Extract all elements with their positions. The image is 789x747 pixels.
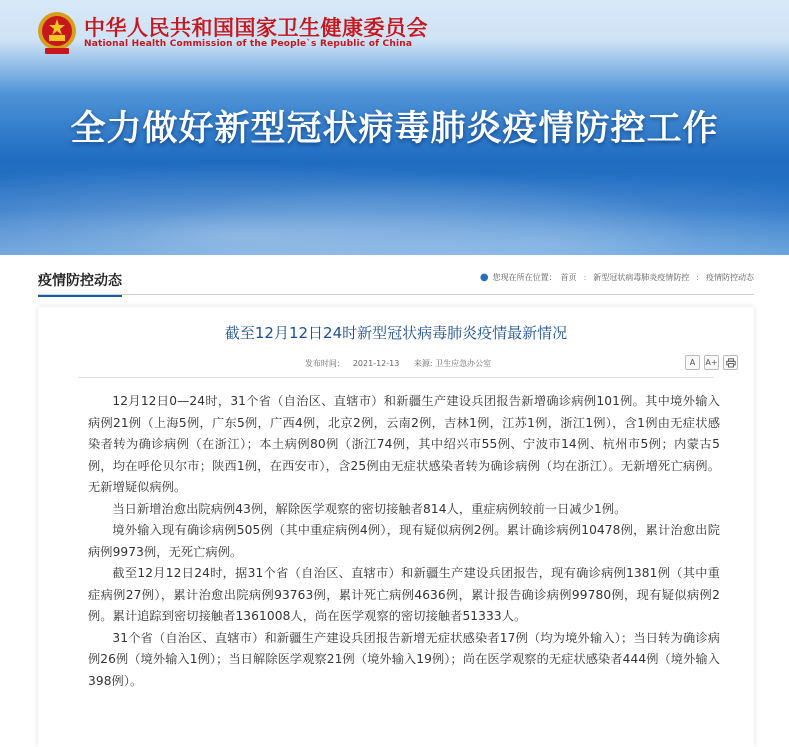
article-tools bbox=[685, 355, 738, 370]
publish-date: 2021-12-13 bbox=[352, 359, 400, 368]
article-paragraph: 31个省（自治区、直辖市）和新疆生产建设兵团报告新增无症状感染者17例（均为境外输入）；当日转为确诊病例26例（境外输入1例）；当日解除医学观察21例（境外输入19例）；尚在医学观察的无症状感染者444例（境外输入398例）。 bbox=[88, 630, 720, 688]
org-name-cn: 中华人民共和国国家卫生健康委员会 bbox=[84, 16, 428, 40]
org-name-en: National Health Commission of the People`s Republic of China bbox=[84, 39, 413, 49]
banner-background bbox=[0, 150, 789, 255]
font-decrease-button[interactable]: A bbox=[685, 355, 700, 370]
breadcrumb-covid-link[interactable]: 新型冠状病毒肺炎疫情防控 bbox=[593, 273, 690, 282]
breadcrumb-home-link[interactable]: 首页 bbox=[560, 273, 577, 282]
section-title: 疫情防控动态 bbox=[38, 270, 122, 297]
article-content bbox=[88, 391, 720, 692]
article-paragraph: 12月12日0—24时，31个省（自治区、直辖市）和新疆生产建设兵团报告新增确诊病例101例。其中境外输入病例21例（上海5例，广东5例，广西4例，北京2例，云南2例，吉林1例，江苏1例，浙江1例），含1例由无症状感染者转为确诊病例（在浙江）；本土病例80例（浙江74例，其中绍兴市55例、宁波市14例、杭州市5例；内蒙古5例，均在呼伦贝尔市；陕西1例，在西安市），含25例由无症状感染者转为确诊病例（均在浙江）。无新增死亡病例。无新增疑似病例。 bbox=[88, 394, 720, 494]
article-title: 截至12月12日24时新型冠状病毒肺炎疫情最新情况 bbox=[224, 324, 568, 342]
section-bar bbox=[38, 268, 754, 295]
article-paragraph: 截至12月12日24时，据31个省（自治区、直辖市）和新疆生产建设兵团报告，现有确诊病例1381例（其中重症病例27例），累计治愈出院病例93763例，累计死亡病例4636例，累计报告确诊病例99780例，现有疑似病例2例。累计追踪到密切接触者1361008人，尚在医学观察的密切接触者51333人。 bbox=[88, 566, 720, 623]
printer-icon bbox=[726, 358, 736, 368]
banner-title: 全力做好新型冠状病毒肺炎疫情防控工作 bbox=[70, 109, 719, 149]
site-header bbox=[0, 0, 789, 255]
font-increase-button[interactable]: A+ bbox=[704, 355, 719, 370]
article-source: 来源: 卫生应急办公室 bbox=[413, 359, 492, 368]
breadcrumb bbox=[480, 272, 754, 283]
article-paragraph: 境外输入现有确诊病例505例（其中重症病例4例），现有疑似病例2例。累计确诊病例10478例，累计治愈出院病例9973例，无死亡病例。 bbox=[88, 523, 720, 559]
breadcrumb-current-link[interactable]: 疫情防控动态 bbox=[706, 273, 754, 282]
breadcrumb-separator: : bbox=[696, 273, 699, 282]
publish-label: 发布时间： bbox=[304, 359, 345, 368]
article-card bbox=[38, 307, 754, 747]
meta-divider bbox=[78, 377, 714, 378]
print-button[interactable] bbox=[723, 355, 738, 370]
national-emblem-icon bbox=[36, 10, 78, 56]
article-paragraph: 当日新增治愈出院病例43例，解除医学观察的密切接触者814人，重症病例较前一日减少1例。 bbox=[112, 501, 627, 516]
breadcrumb-prefix: 您现在所在位置： bbox=[492, 273, 557, 282]
breadcrumb-separator: : bbox=[583, 273, 587, 282]
location-pin-icon: ● bbox=[479, 272, 489, 283]
article-meta bbox=[38, 358, 754, 369]
